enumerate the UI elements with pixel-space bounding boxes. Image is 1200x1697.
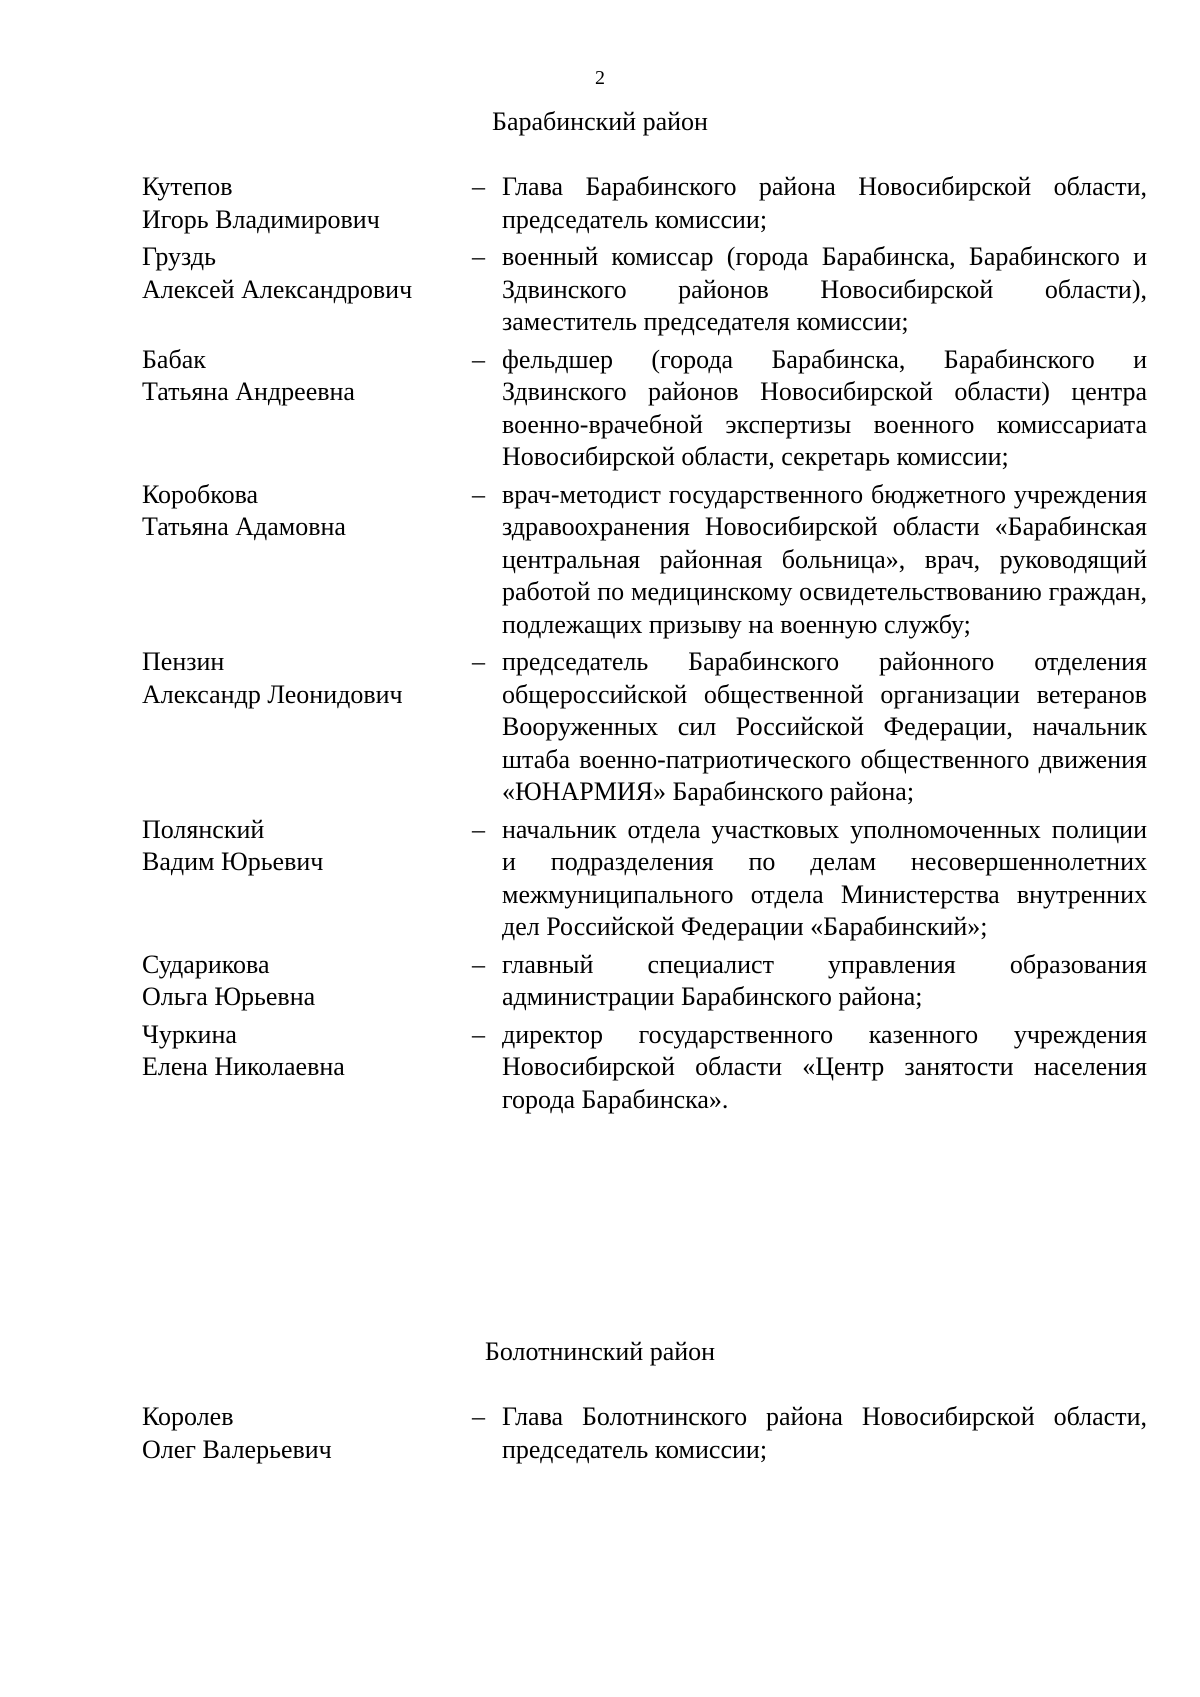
- member-surname: Пензин: [142, 647, 225, 676]
- member-name: [142, 241, 472, 339]
- member-role: главный специалист управления образования администрации Барабинского района;: [502, 949, 1147, 1011]
- section-title: Барабинский район: [492, 107, 708, 136]
- dash: –: [472, 172, 485, 201]
- member-given-name: Александр Леонидович: [142, 679, 403, 709]
- member-role: фельдшер (города Барабинска, Барабинского и Здвинского районов Новосибирской области) центра военно-врачебной экспертизы военного комиссариата Новосибирской области, секретарь комиссии;: [502, 344, 1147, 471]
- member-given-name: Татьяна Адамовна: [142, 512, 346, 541]
- member-name: [142, 1401, 472, 1466]
- member-surname: Кутепов: [142, 172, 233, 201]
- member-role: директор государственного казенного учреждения Новосибирской области «Центр занятости населения города Барабинска».: [502, 1019, 1147, 1114]
- member-given-name: Татьяна Андреевна: [142, 377, 355, 406]
- dash: –: [472, 1402, 485, 1431]
- section-bolotninsky: [142, 1336, 1147, 1471]
- dash: –: [472, 344, 485, 374]
- member-role: начальник отдела участковых уполномоченных полиции и подразделения по делам несовершеннолетних межмуниципального отдела Министерства внутренних дел Российской Федерации «Барабинский»;: [502, 814, 1147, 941]
- member-row: [142, 171, 1147, 236]
- member-row: [142, 241, 1147, 339]
- member-surname: Коробкова: [142, 479, 259, 509]
- member-surname: Полянский: [142, 814, 265, 844]
- member-row: [142, 479, 1147, 642]
- dash: –: [472, 949, 485, 979]
- member-row: [142, 1019, 1147, 1117]
- member-name: [142, 949, 472, 1014]
- member-surname: Королев: [142, 1402, 234, 1431]
- member-role: военный комиссар (города Барабинска, Барабинского и Здвинского районов Новосибирской области), заместитель председателя комиссии;: [502, 242, 1147, 336]
- member-row: [142, 344, 1147, 474]
- member-role: врач-методист государственного бюджетного учреждения здравоохранения Новосибирской области «Барабинская центральная районная больница», врач, руководящий работой по медицинскому освидетельствованию граждан, подлежащих призыву на военную службу;: [502, 479, 1147, 639]
- member-list: [142, 171, 1147, 1116]
- member-name: [142, 814, 472, 944]
- member-role: Глава Болотнинского района Новосибирской области, председатель комиссии;: [502, 1402, 1147, 1464]
- dash: –: [472, 647, 485, 676]
- member-surname: Груздь: [142, 242, 216, 271]
- section-barabinsky: [142, 106, 1147, 1121]
- member-role: Глава Барабинского района Новосибирской области, председатель комиссии;: [502, 172, 1147, 234]
- dash: –: [472, 242, 485, 271]
- dash: –: [472, 1019, 485, 1049]
- member-role: председатель Барабинского районного отделения общероссийской общественной организации ветеранов Вооруженных сил Российской Федерации, начальник штаба военно-патриотического общественного движения «ЮНАРМИЯ» Барабинского района;: [502, 647, 1147, 806]
- member-row: [142, 1401, 1147, 1466]
- member-given-name: Игорь Владимирович: [142, 204, 380, 234]
- section-title: Болотнинский район: [484, 1337, 716, 1366]
- member-row: [142, 646, 1147, 809]
- member-name: [142, 1019, 472, 1117]
- page-number: 2: [595, 67, 605, 89]
- member-surname: Бабак: [142, 344, 206, 374]
- dash: –: [472, 479, 485, 509]
- member-surname: Сударикова: [142, 949, 270, 979]
- dash: –: [472, 814, 485, 844]
- member-name: [142, 479, 472, 642]
- member-row: [142, 814, 1147, 944]
- member-list: [142, 1401, 1147, 1466]
- member-given-name: Вадим Юрьевич: [142, 847, 324, 876]
- member-name: [142, 171, 472, 236]
- member-given-name: Елена Николаевна: [142, 1052, 345, 1081]
- member-name: [142, 344, 472, 474]
- member-row: [142, 949, 1147, 1014]
- member-given-name: Олег Валерьевич: [142, 1434, 332, 1464]
- member-name: [142, 646, 472, 809]
- member-given-name: Алексей Александрович: [142, 274, 413, 304]
- member-given-name: Ольга Юрьевна: [142, 982, 316, 1011]
- member-surname: Чуркина: [142, 1019, 237, 1049]
